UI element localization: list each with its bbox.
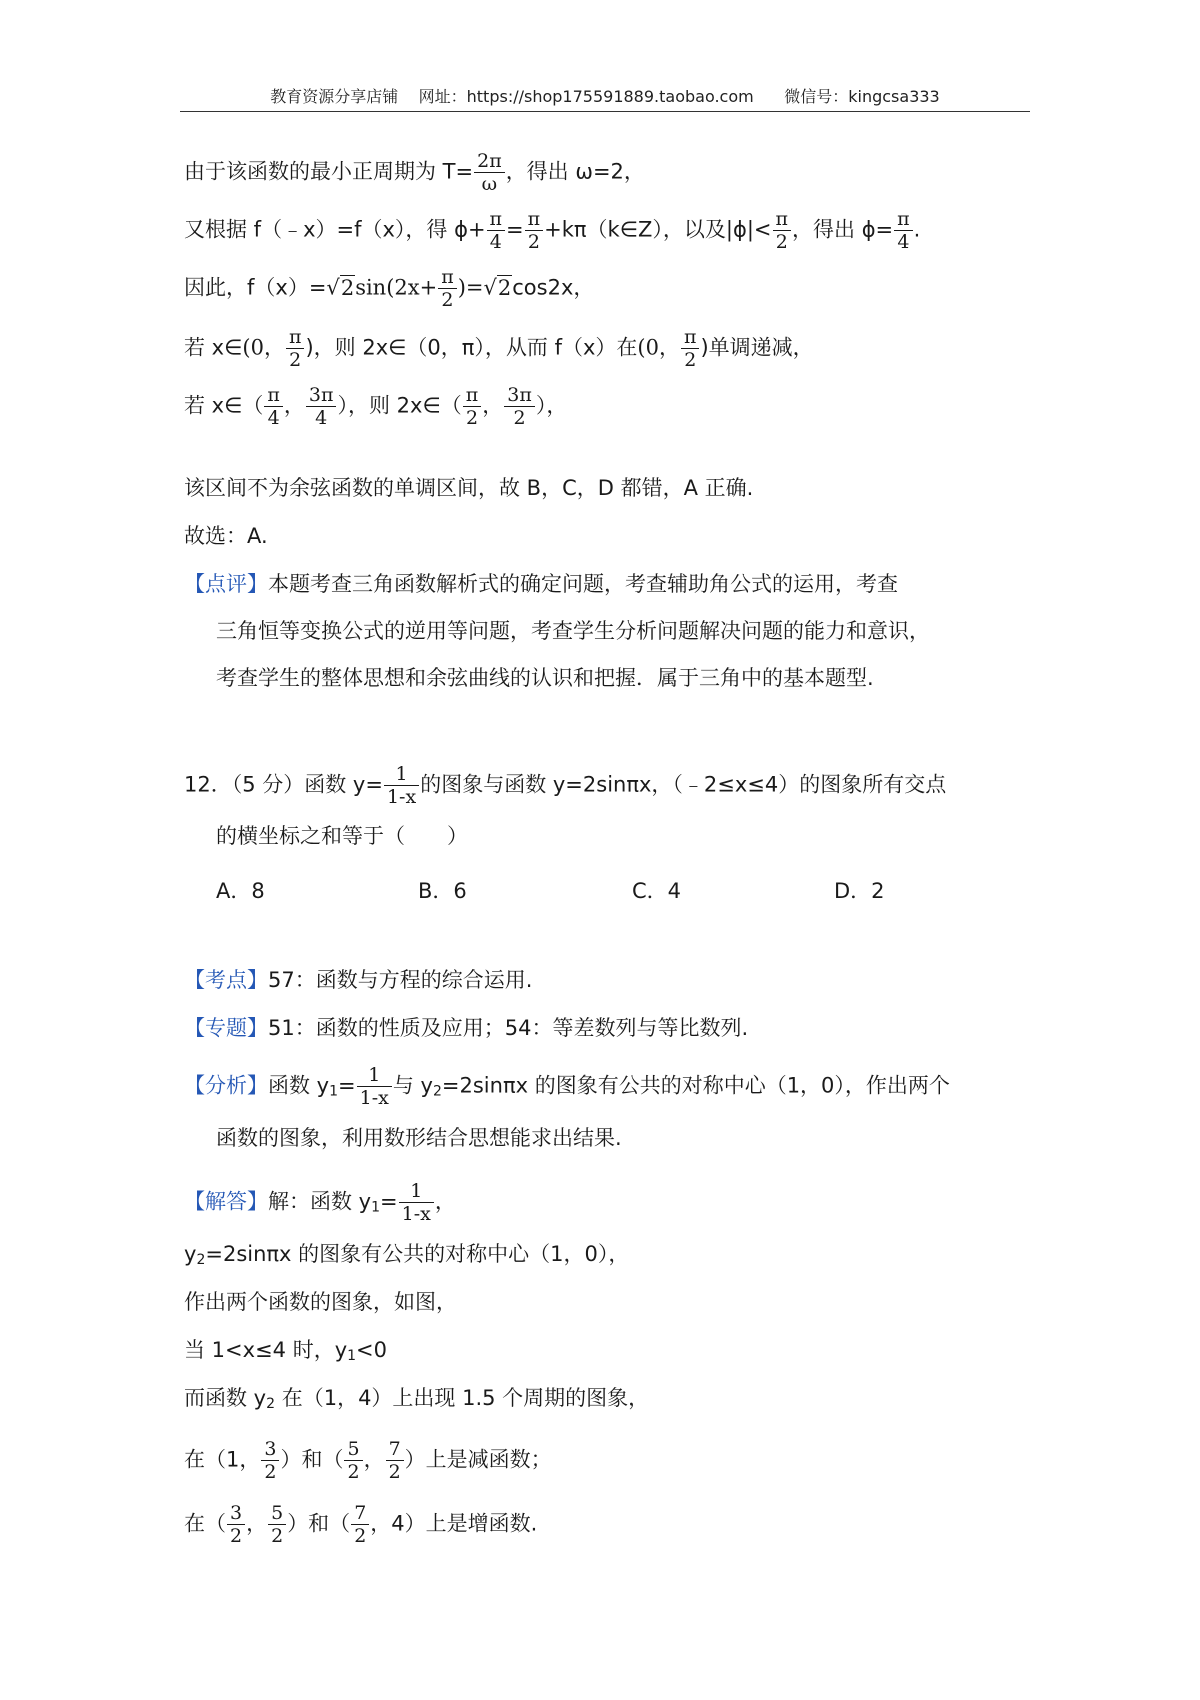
jieda-line-1: 【解答】解：函数 $y_1=$ $\frac{1}{1-x}$ ， [184,1180,456,1225]
jieda-line-3: 作出两个函数的图象，如图， [184,1290,457,1314]
solution-line-1: 由于该函数的最小正周期为 T= $\frac{2\pi}{\omega}$ ，得出 ω=2， [184,150,645,195]
wechat-id: kingcsa333 [848,87,940,106]
kaodian-line: 【考点】57：函数与方程的综合运用. [184,968,533,992]
fraction: $\frac{2\pi}{\omega}$ [474,150,505,195]
shop-name: 教育资源分享店铺 [270,87,399,106]
choice-a: A．8 [216,879,265,903]
choice-b: B．6 [418,879,467,903]
solution-line-5: 若 x∈（ $\frac{\pi}{4}$ ， $\frac{3\pi}{4}$ ），则 2x∈（ $\frac{\pi}{2}$ ， $\frac{3\pi}{2}$ ）， [184,384,568,429]
sqrt-symbol: √2 [483,275,512,300]
question-stem: 12．（5 分）函数 y= $\frac{1}{1-x}$ 的图象与函数 y=2sinπx，（﹣2≤x≤4）的图象所有交点 [184,763,947,808]
wechat-label: 微信号： [784,87,849,106]
comment-line-2: 三角恒等变换公式的逆用等问题，考查学生分析问题解决问题的能力和意识， [216,619,930,643]
solution-line-2: 又根据 f（﹣x）=f（x），得 ϕ+ $\frac{\pi}{4}$ = $\frac{\pi}{2}$ +kπ（k∈Z），以及|ϕ|< $\frac{\pi}{2}$ ，得出 ϕ= $\frac{\pi}{4}$ . [184,208,921,253]
comment-line-1: 【点评】本题考查三角函数解析式的确定问题，考查辅助角公式的运用，考查 [184,572,898,596]
page-header [180,84,1030,107]
jieda-line-7: 在（ $\frac{3}{2}$ ， $\frac{5}{2}$ ）和（ $\frac{7}{2}$ ，4）上是增函数. [184,1502,538,1547]
question-stem-2: 的横坐标之和等于（ ） [216,824,468,848]
shop-url[interactable]: https://shop175591889.taobao.com [466,87,754,106]
jieda-line-4: 当 1<x≤4 时，$y_1<0$ [184,1338,388,1364]
fenxi-line-1: 【分析】函数 $y_1=$ $\frac{1}{1-x}$ 与 $y_2=2\sin\pi x$ 的图象有公共的对称中心（1，0），作出两个 [184,1064,950,1109]
header-divider [180,111,1030,112]
jieda-line-6: 在（1， $\frac{3}{2}$ ）和（ $\frac{5}{2}$ ， $\frac{7}{2}$ ）上是减函数； [184,1438,552,1483]
zhuanti-line: 【专题】51：函数的性质及应用；54：等差数列与等比数列. [184,1016,749,1040]
choice-c: C．4 [632,879,682,903]
url-label: 网址： [418,87,467,106]
comment-tag: 【点评】 [184,572,268,596]
fenxi-line-2: 函数的图象，利用数形结合思想能求出结果. [216,1126,622,1150]
jieda-line-5: 而函数 $y_2$ 在（1，4）上出现 1.5 个周期的图象， [184,1386,650,1412]
answer-line: 故选：A. [184,524,268,548]
choice-d: D．2 [834,879,885,903]
sqrt-symbol: √2 [326,275,355,300]
comment-line-3: 考查学生的整体思想和余弦曲线的认识和把握．属于三角中的基本题型. [216,666,874,690]
solution-line-4: 若 x∈(0， $\frac{\pi}{2}$ )，则 2x∈（0，π），从而 f（x）在(0， $\frac{\pi}{2}$ )单调递减， [184,326,814,371]
solution-line-3: 因此，f（x）=√2sin(2x+ $\frac{\pi}{2}$ )=√2cos2x， [184,266,595,311]
solution-line-6: 该区间不为余弦函数的单调区间，故 B，C，D 都错，A 正确. [184,476,754,500]
jieda-line-2: $y_2=2\sin\pi x$ 的图象有公共的对称中心（1，0）， [184,1242,630,1268]
